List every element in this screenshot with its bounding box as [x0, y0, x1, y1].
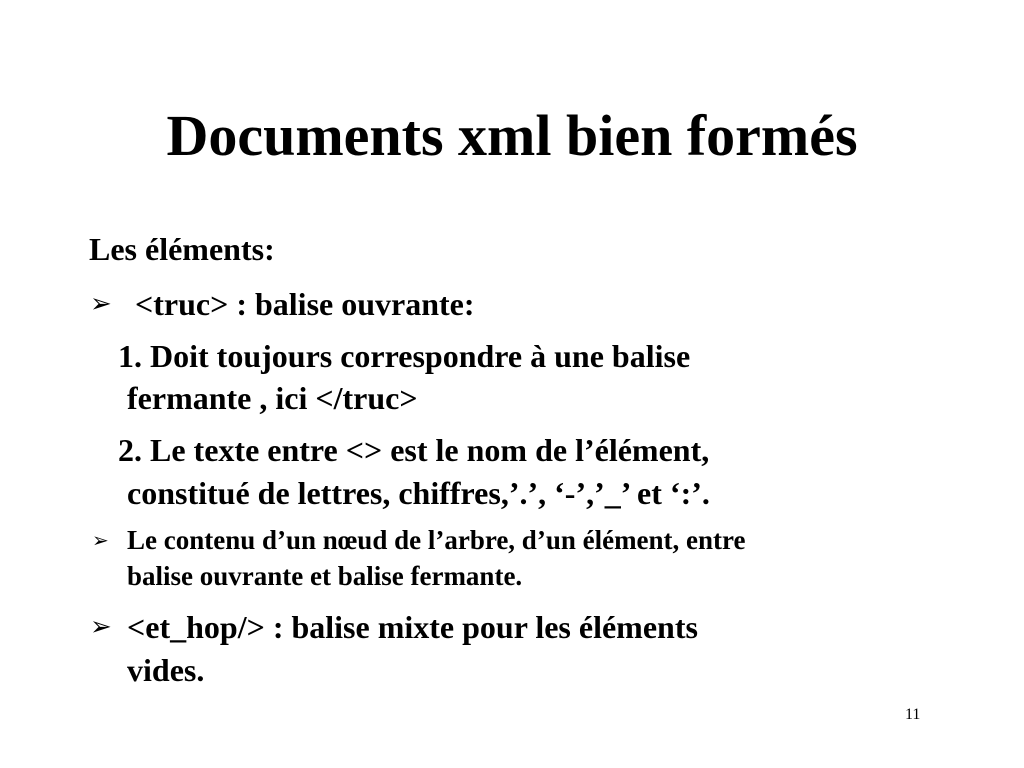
slide-title: Documents xml bien formés [166, 103, 858, 168]
intro-text: Les éléments: [89, 231, 275, 267]
bullet-3-line-2: vides. [127, 652, 205, 688]
item-1-line-2: fermante , ici </truc> [127, 380, 418, 416]
item-1-line-1: 1. Doit toujours correspondre à une balise [118, 338, 691, 374]
bullet-2-line-2: balise ouvrante et balise fermante. [127, 561, 523, 591]
bullet-2-line-1: Le contenu d’un nœud de l’arbre, d’un élément, entre [127, 525, 746, 555]
item-2-line-2: constitué de lettres, chiffres,’.’, ‘-’,’_’ et ‘:’. [127, 475, 710, 511]
page-number: 11 [905, 706, 921, 723]
bullet-1-text: <truc> : balise ouvrante: [135, 286, 475, 322]
arrow-bullet-icon: ➢ [90, 289, 112, 319]
arrow-bullet-icon: ➢ [90, 612, 112, 642]
item-2-line-1: 2. Le texte entre <> est le nom de l’élément, [118, 432, 710, 468]
arrow-bullet-icon: ➢ [92, 528, 109, 552]
bullet-3-line-1: <et_hop/> : balise mixte pour les éléments [127, 609, 698, 645]
